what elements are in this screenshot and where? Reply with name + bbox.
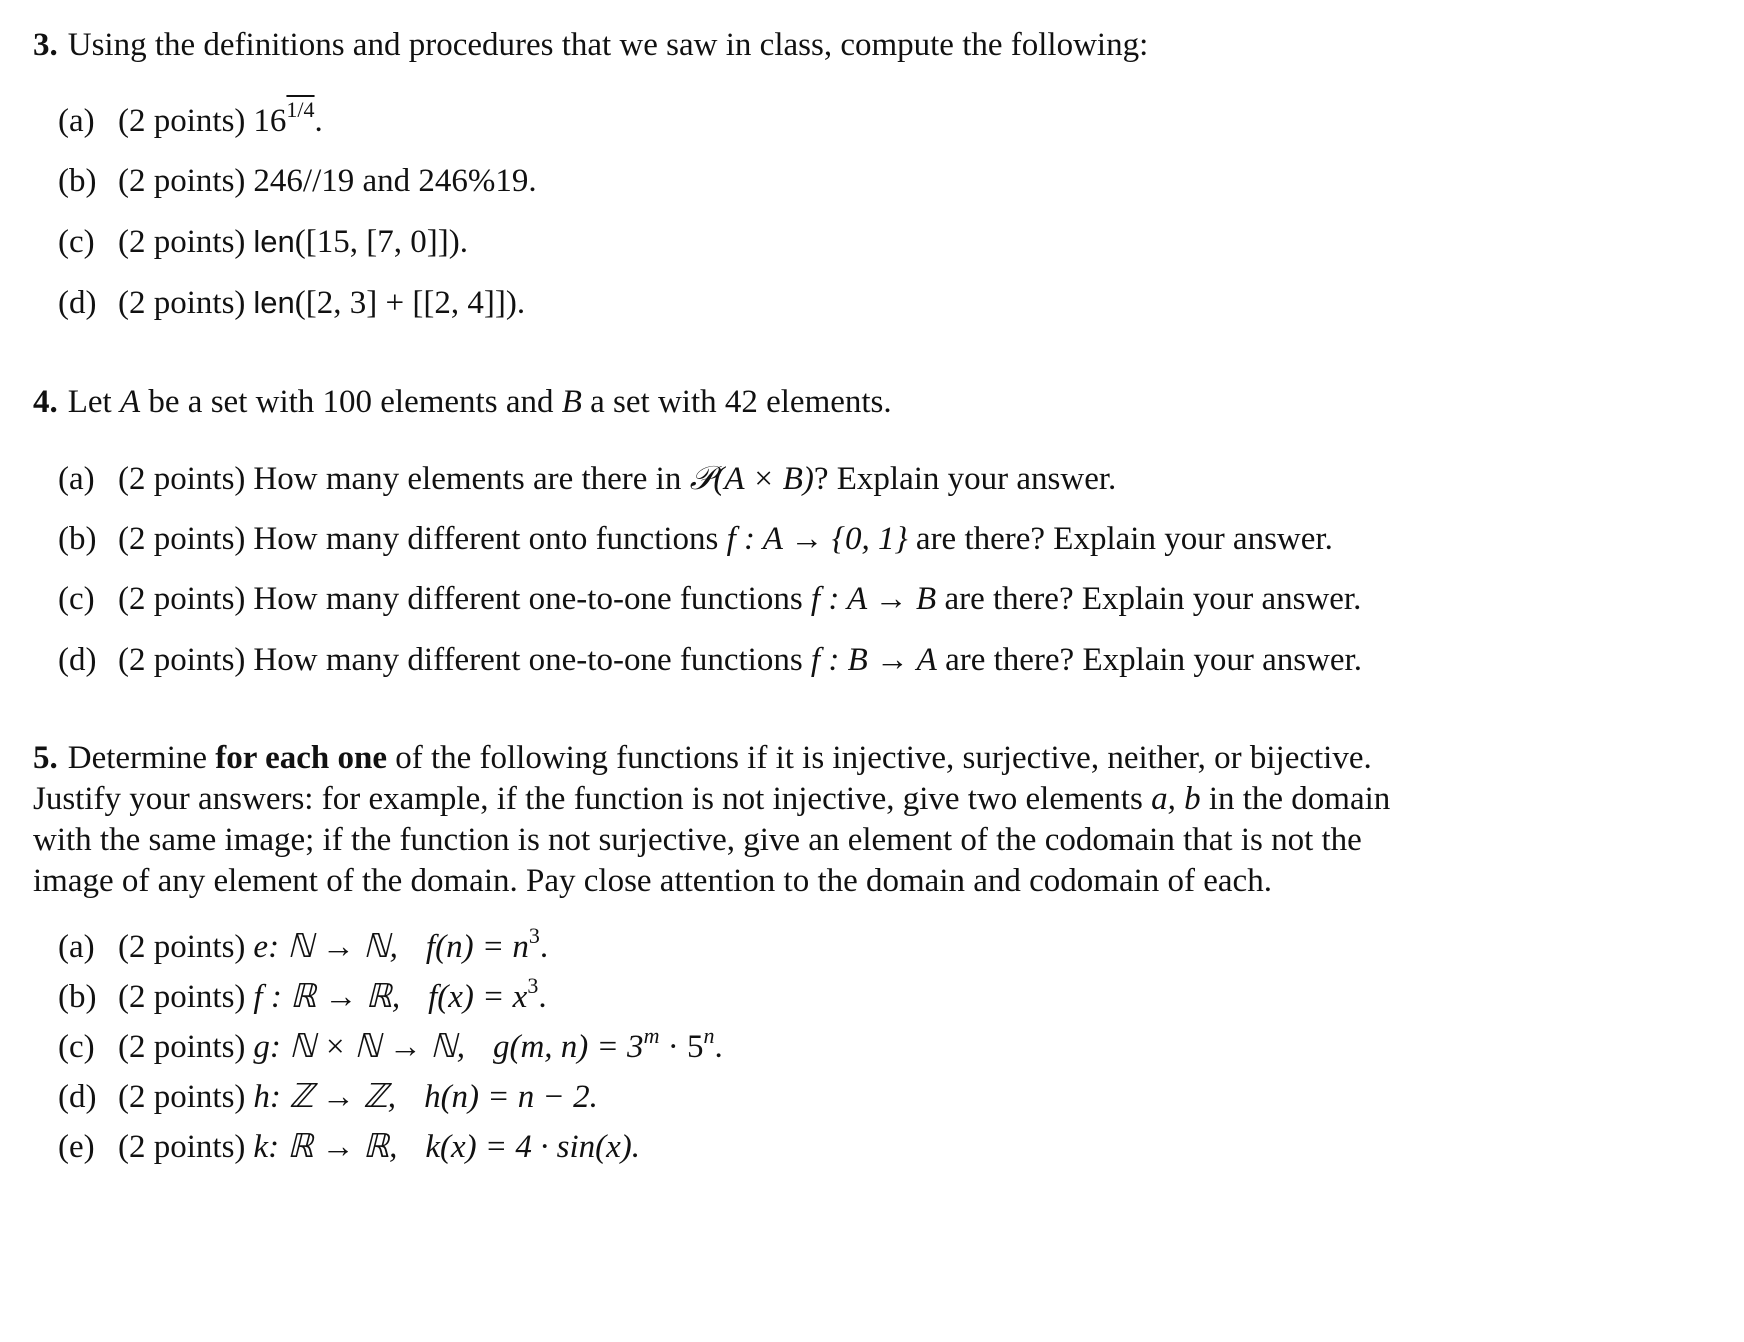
item-label: (e) — [58, 1129, 95, 1165]
prompt-text: Determine — [67, 740, 208, 776]
math-expression: 𝒫(A × B) — [689, 461, 814, 497]
math-signature: g: ℕ × ℕ → ℕ, — [253, 1029, 465, 1065]
item-label: (a) — [58, 461, 95, 497]
math-definition: f(x) = x — [428, 979, 528, 1015]
problem-3-number: 3. — [33, 27, 58, 63]
item-text: How many different onto functions — [253, 521, 719, 557]
math-expression: · 5 — [659, 1029, 704, 1065]
item-points: (2 points) — [118, 581, 246, 617]
item-label: (d) — [58, 285, 97, 321]
item-suffix: . — [539, 929, 549, 965]
problem-4b — [58, 519, 1333, 559]
item-text: are there? Explain your answer. — [944, 581, 1362, 617]
item-points: (2 points) — [118, 285, 246, 321]
math-definition: f(n) = n — [425, 929, 529, 965]
item-text: How many different one-to-one functions — [253, 642, 803, 678]
problem-5e — [58, 1127, 640, 1167]
item-points: (2 points) — [118, 979, 246, 1015]
item-points: (2 points) — [118, 461, 246, 497]
problem-5-number: 5. — [33, 740, 58, 776]
math-expression: ([2, 3] + [[2, 4]]). — [294, 285, 526, 321]
item-suffix: . — [714, 1029, 723, 1065]
problem-4-prompt — [33, 381, 892, 423]
problem-5b — [58, 973, 547, 1017]
item-points: (2 points) — [118, 642, 246, 678]
problem-5a — [58, 923, 549, 967]
math-signature: e: ℕ → ℕ, — [253, 929, 398, 965]
item-points: (2 points) — [118, 1129, 246, 1165]
math-signature: k: ℝ → ℝ, — [253, 1129, 398, 1165]
item-points: (2 points) — [118, 103, 246, 139]
prompt-text: a set with 42 elements. — [590, 384, 892, 420]
math-exponent: 3 — [528, 923, 540, 948]
item-text: How many elements are there in — [253, 461, 682, 497]
prompt-line-1 — [33, 738, 1593, 779]
math-exponent: 1/4 — [286, 97, 315, 122]
math-expression: a, b — [1151, 781, 1201, 817]
problem-4-number: 4. — [33, 384, 58, 420]
item-points: (2 points) — [118, 521, 246, 557]
prompt-emphasis: for each one — [215, 740, 387, 776]
math-exponent: 3 — [527, 973, 539, 998]
code-function: len — [253, 224, 295, 259]
item-label: (c) — [58, 224, 95, 260]
math-expression: f : B → A — [810, 642, 937, 678]
item-points: (2 points) — [118, 224, 246, 260]
item-points: (2 points) — [118, 1029, 246, 1065]
item-label: (b) — [58, 979, 97, 1015]
math-expression: ([15, [7, 0]]). — [294, 224, 468, 260]
problem-5d — [58, 1077, 598, 1117]
item-text: How many different one-to-one functions — [253, 581, 803, 617]
problem-5c — [58, 1023, 723, 1067]
math-set-b: B — [561, 384, 582, 420]
item-points: (2 points) — [118, 163, 246, 199]
item-text: are there? Explain your answer. — [915, 521, 1333, 557]
math-expression: 246//19 and 246%19. — [253, 163, 537, 199]
item-label: (d) — [58, 1079, 97, 1115]
math-exponent: m — [643, 1023, 660, 1048]
math-exponent: n — [703, 1023, 715, 1048]
item-label: (a) — [58, 929, 95, 965]
problem-3d — [58, 283, 525, 323]
prompt-text: Justify your answers: for example, if the function is not injective, give two elements — [33, 781, 1143, 817]
item-text: ? Explain your answer. — [813, 461, 1117, 497]
problem-3b — [58, 161, 537, 201]
problem-4a — [58, 459, 1116, 499]
problem-3c — [58, 222, 468, 262]
prompt-line-4: image of any element of the domain. Pay close attention to the domain and codomain of each. — [33, 863, 1272, 899]
item-label: (c) — [58, 1029, 95, 1065]
item-label: (b) — [58, 521, 97, 557]
math-signature: h: ℤ → ℤ, — [253, 1079, 397, 1115]
prompt-line-3: with the same image; if the function is not surjective, give an element of the codomain that is not the — [33, 822, 1362, 858]
prompt-text: of the following functions if it is injective, surjective, neither, or bijective. — [395, 740, 1372, 776]
prompt-text: Let — [67, 384, 112, 420]
math-set-a: A — [119, 384, 141, 420]
item-label: (a) — [58, 103, 95, 139]
math-expression: f : A → {0, 1} — [726, 521, 908, 557]
item-label: (d) — [58, 642, 97, 678]
item-label: (c) — [58, 581, 95, 617]
math-expression: f : A → B — [810, 581, 937, 617]
prompt-text: be a set with 100 elements and — [148, 384, 554, 420]
math-definition: g(m, n) = 3 — [492, 1029, 644, 1065]
problem-3-text: Using the definitions and procedures that we saw in class, compute the following: — [67, 27, 1149, 63]
item-text: are there? Explain your answer. — [945, 642, 1362, 678]
code-function: len — [253, 285, 295, 320]
math-base: 16 — [253, 103, 287, 139]
math-definition: k(x) = 4 · sin(x). — [425, 1129, 641, 1165]
problem-3-prompt — [33, 24, 1148, 66]
item-points: (2 points) — [118, 1079, 246, 1115]
prompt-text: in the domain — [1208, 781, 1391, 817]
prompt-line-2 — [33, 779, 1593, 820]
item-suffix: . — [538, 979, 547, 1015]
math-signature: f : ℝ → ℝ, — [253, 979, 401, 1015]
item-points: (2 points) — [118, 929, 246, 965]
math-definition: h(n) = n − 2. — [424, 1079, 598, 1115]
problem-5-prompt — [33, 738, 1593, 902]
item-suffix: . — [314, 103, 323, 139]
problem-4d — [58, 640, 1362, 680]
problem-3a — [58, 97, 323, 141]
item-label: (b) — [58, 163, 97, 199]
problem-4c — [58, 579, 1361, 619]
